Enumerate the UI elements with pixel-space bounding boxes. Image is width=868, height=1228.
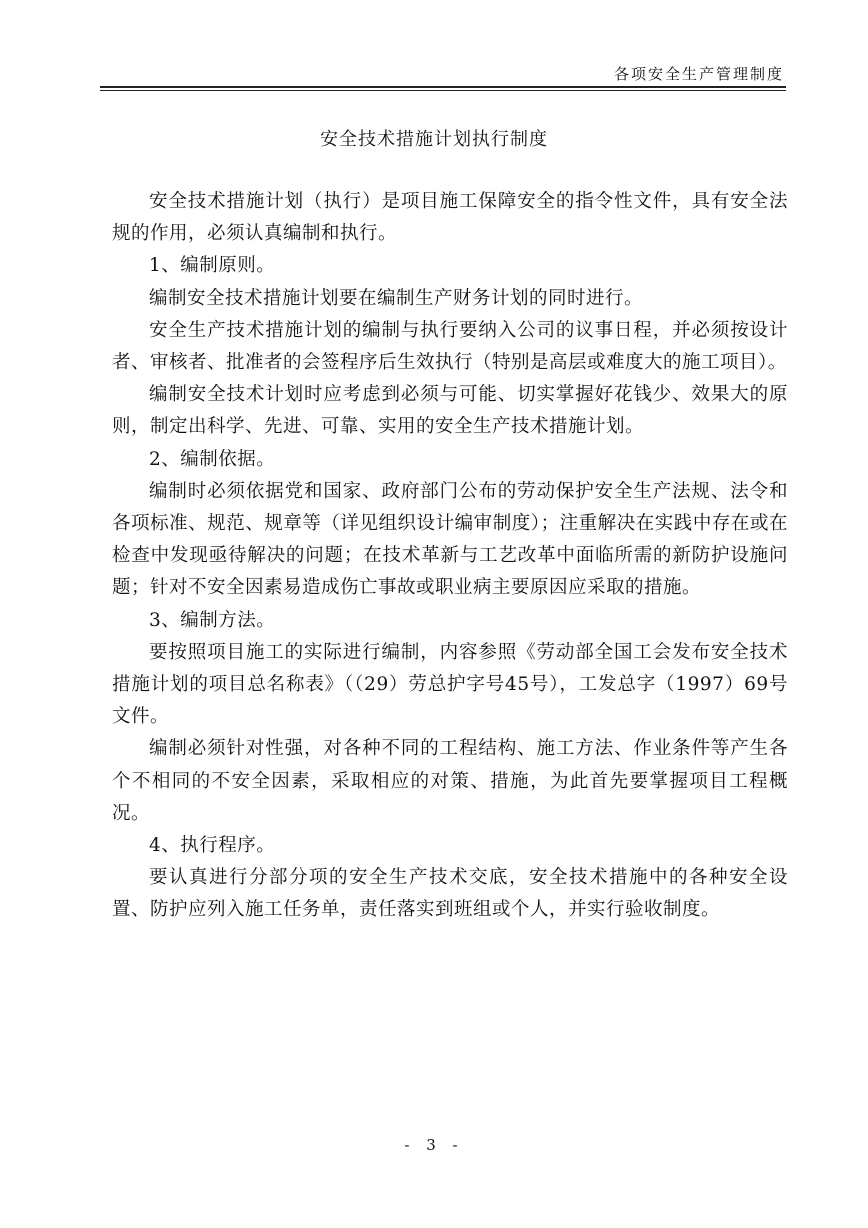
page-number: - 3 - [404, 1136, 464, 1154]
paragraph: 安全生产技术措施计划的编制与执行要纳入公司的议事日程，并必须按设计者、审核者、批准者的会签程序后生效执行（特别是高层或难度大的施工项目）。 [112, 319, 788, 374]
paragraph: 编制必须针对性强，对各种不同的工程结构、施工方法、作业条件等产生各个不相同的不安全因素，采取相应的对策、措施，为此首先要掌握项目工程概况。 [112, 738, 788, 824]
running-header: 各项安全生产管理制度 [613, 65, 784, 83]
paragraph: 要认真进行分部分项的安全生产技术交底，安全技术措施中的各种安全设置、防护应列入施工任务单，责任落实到班组或个人，并实行验收制度。 [112, 867, 788, 921]
document-title: 安全技术措施计划执行制度 [320, 129, 548, 150]
section-heading-4: 4、执行程序。 [149, 835, 276, 857]
document-body [112, 186, 788, 927]
header-rule-thick [100, 86, 786, 88]
paragraph: 编制时必须依据党和国家、政府部门公布的劳动保护安全生产法规、法令和各项标准、规范、规章等（详见组织设计编审制度）；注重解决在实践中存在或在检查中发现亟待解决的问题；在技术革新与工艺改革中面临所需的新防护设施问题；针对不安全因素易造成伤亡事故或职业病主要原因应采取的措施。 [112, 480, 788, 599]
section-heading-1: 1、编制原则。 [149, 255, 276, 277]
header-rule-thin [100, 90, 786, 91]
paragraph: 编制安全技术措施计划要在编制生产财务计划的同时进行。 [149, 287, 644, 309]
paragraph: 要按照项目施工的实际进行编制，内容参照《劳动部全国工会发布安全技术措施计划的项目总名称表》（（29）劳总护字号45号），工发总字（1997）69号文件。 [112, 641, 788, 728]
paragraph: 编制安全技术计划时应考虑到必须与可能、切实掌握好花钱少、效果大的原则，制定出科学、先进、可靠、实用的安全生产技术措施计划。 [112, 384, 788, 438]
section-heading-3: 3、编制方法。 [149, 609, 276, 631]
paragraph-intro: 安全技术措施计划（执行）是项目施工保障安全的指令性文件，具有安全法规的作用，必须认真编制和执行。 [112, 191, 788, 245]
section-heading-2: 2、编制依据。 [149, 448, 276, 470]
